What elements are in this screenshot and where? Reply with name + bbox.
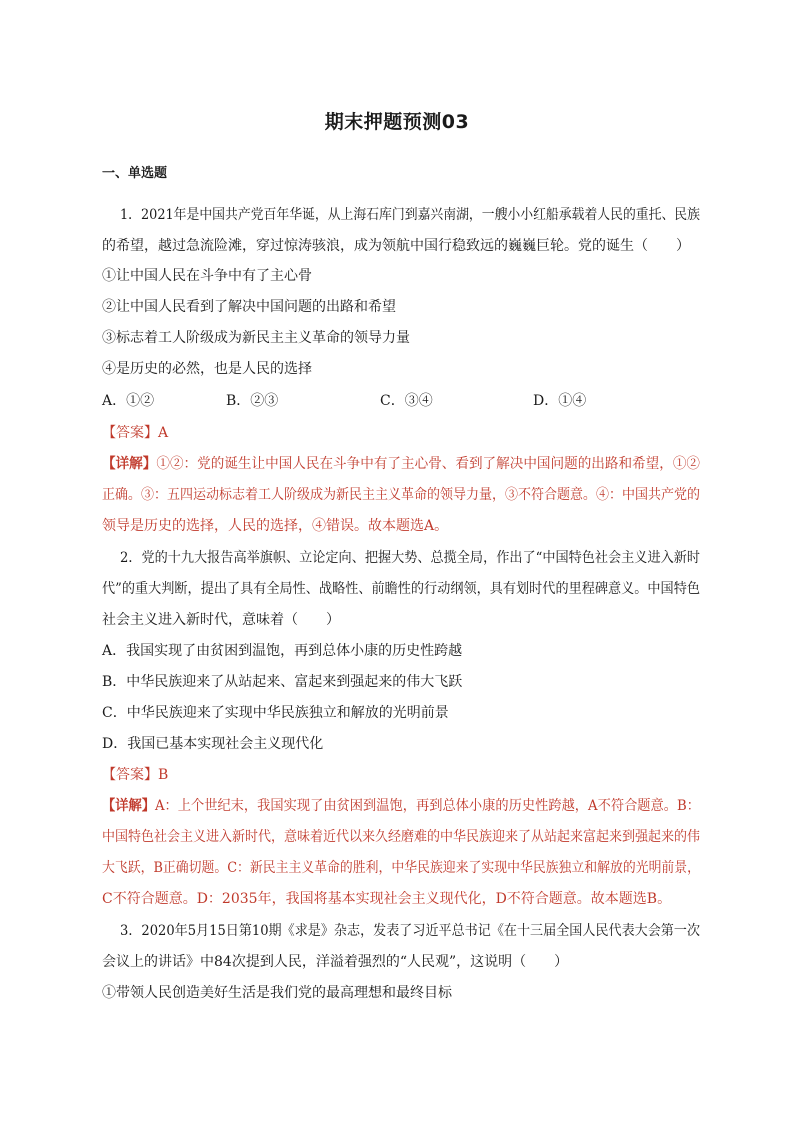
q2-stem-line-2: 代”的重大判断，提出了具有全局性、战略性、前瞻性的行动纲领，具有划时代的里程碑意义。中国特色 [102, 581, 700, 597]
q2-option-a: A．我国实现了由贫困到温饱，再到总体小康的历史性跨越 [102, 643, 463, 659]
q3-stem-line-2: 会议上的讲话》中84次提到人民，洋溢着强烈的“人民观”，这说明（ ） [102, 954, 569, 970]
q2-detail-line-1 [102, 796, 700, 816]
q1-stem-line-1: 1．2021年是中国共产党百年华诞，从上海石库门到嘉兴南湖，一艘小小红船承载着人民的重托、民族 [120, 207, 700, 223]
q1-answer: 【答案】A [102, 425, 169, 441]
q1-statement-4: ④是历史的必然，也是人民的选择 [102, 361, 312, 377]
q1-option-d: D．①④ [533, 393, 587, 409]
q3-stem-line-1: 3．2020年5月15日第10期《求是》杂志，发表了习近平总书记《在十三届全国人民代表大会第一次 [120, 923, 701, 939]
q1-stem-line-2: 的希望，越过急流险滩，穿过惊涛骇浪，成为领航中国行稳致远的巍巍巨轮。党的诞生（ ） [102, 238, 690, 254]
section-heading: 一、单选题 [102, 166, 168, 181]
q2-option-c: C．中华民族迎来了实现中华民族独立和解放的光明前景 [102, 705, 449, 721]
q2-detail-tag: 【详解】 [102, 798, 155, 814]
q2-detail-line-3: 大飞跃，B正确切题。C：新民主主义革命的胜利，中华民族迎来了实现中华民族独立和解放的光明前景， [102, 860, 701, 876]
q3-statement-1: ①带领人民创造美好生活是我们党的最高理想和最终目标 [102, 985, 452, 1001]
q1-option-c: C．③④ [380, 393, 433, 409]
q2-detail-text-1: A：上个世纪末，我国实现了由贫困到温饱，再到总体小康的历史性跨越，A不符合题意。B： [154, 798, 700, 814]
q1-option-a: A．①② [102, 393, 155, 409]
q1-detail-tag: 【详解】 [102, 456, 157, 472]
q2-stem-line-1: 2．党的十九大报告高举旗帜、立论定向、把握大势、总揽全局，作出了“中国特色社会主义进入新时 [120, 550, 700, 566]
page-title: 期末押题预测03 [324, 111, 470, 133]
q1-detail-line-2: 正确。③：五四运动标志着工人阶级成为新民主主义革命的领导力量，③不符合题意。④：中国共产党的 [102, 487, 701, 503]
q1-detail-line-3: 领导是历史的选择，人民的选择，④错误。故本题选A。 [102, 518, 449, 534]
q2-option-b: B．中华民族迎来了从站起来、富起来到强起来的伟大飞跃 [102, 674, 463, 690]
q2-detail-line-2: 中国特色社会主义进入新时代，意味着近代以来久经磨难的中华民族迎来了从站起来富起来到强起来的伟 [102, 829, 701, 845]
q2-answer: 【答案】B [102, 767, 169, 783]
q2-option-d: D．我国已基本实现社会主义现代化 [102, 736, 324, 752]
q1-detail-text-1: ①②：党的诞生让中国人民在斗争中有了主心骨、看到了解决中国问题的出路和希望，①② [156, 456, 701, 472]
q2-detail-line-4: C不符合题意。D：2035年，我国将基本实现社会主义现代化，D不符合题意。故本题选B。 [102, 891, 672, 907]
q1-statement-3: ③标志着工人阶级成为新民主主义革命的领导力量 [102, 330, 410, 346]
q1-statement-2: ②让中国人民看到了解决中国问题的出路和希望 [102, 299, 396, 315]
q1-option-b: B．②③ [226, 393, 279, 409]
q2-stem-line-3: 社会主义进入新时代，意味着（ ） [102, 612, 340, 628]
q1-detail-line-1 [102, 454, 700, 474]
q1-statement-1: ①让中国人民在斗争中有了主心骨 [102, 268, 312, 284]
